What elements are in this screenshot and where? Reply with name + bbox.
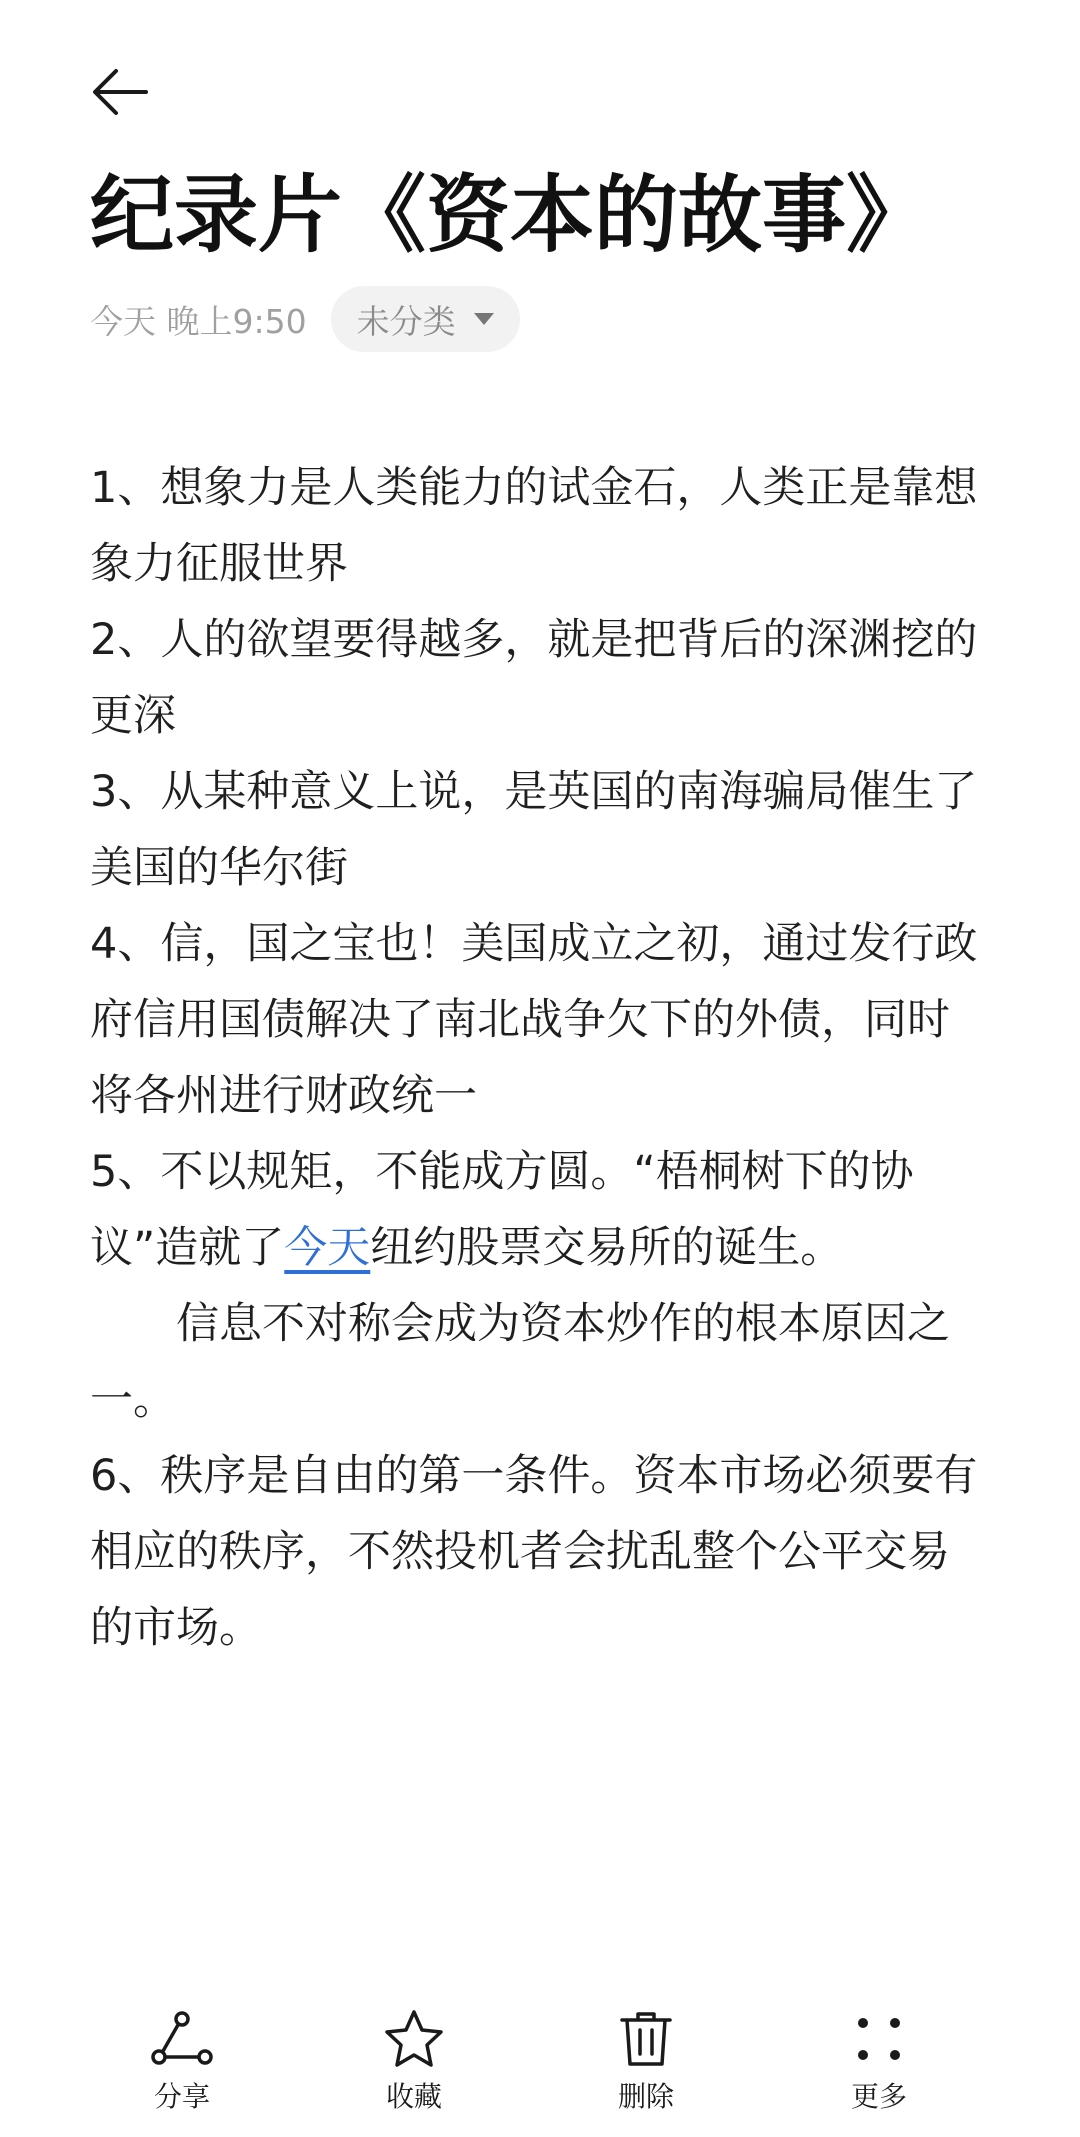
trash-icon [616, 2008, 676, 2070]
note-meta [90, 284, 520, 354]
more-label: 更多 [850, 2080, 907, 2113]
paragraph-text: 5、不以规矩，不能成方圆。“梧桐树下的协议”造就了 [90, 1147, 914, 1273]
share-button[interactable] [102, 1985, 262, 2125]
more-button[interactable] [799, 1985, 959, 2125]
favorite-label: 收藏 [385, 2080, 442, 2113]
dropdown-triangle-icon [474, 313, 494, 325]
note-paragraph: 信息不对称会成为资本炒作的根本原因之一。 [90, 1299, 950, 1425]
share-icon [150, 2009, 214, 2069]
back-arrow-icon [90, 67, 150, 117]
star-icon [382, 2008, 446, 2070]
note-paragraph [90, 1134, 990, 1286]
note-body[interactable] [90, 450, 990, 1666]
note-paragraph: 1、想象力是人类能力的试金石，人类正是靠想象力征服世界 [90, 463, 978, 589]
back-button[interactable] [84, 56, 156, 128]
note-paragraph: 3、从某种意义上说，是英国的南海骗局催生了美国的华尔街 [90, 767, 978, 893]
paragraph-text: 纽约股票交易所的诞生。 [370, 1223, 844, 1273]
note-title[interactable]: 纪录片《资本的故事》 [90, 166, 931, 264]
favorite-button[interactable] [334, 1985, 494, 2125]
note-date: 今天 晚上9:50 [90, 301, 307, 341]
note-paragraph: 4、信，国之宝也！美国成立之初，通过发行政府信用国债解决了南北战争欠下的外债，同时将各州进行财政统一 [90, 919, 978, 1121]
note-paragraph: 2、人的欲望要得越多，就是把背后的深渊挖的更深 [90, 615, 978, 741]
category-label: 未分类 [356, 301, 456, 341]
delete-button[interactable] [566, 1985, 726, 2125]
date-link[interactable]: 今天 [284, 1223, 371, 1273]
share-label: 分享 [153, 2080, 210, 2113]
bottom-toolbar [0, 1985, 1080, 2137]
note-paragraph: 6、秩序是自由的第一条件。资本市场必须要有相应的秩序，不然投机者会扰乱整个公平交易的市场。 [90, 1451, 978, 1653]
delete-label: 删除 [617, 2080, 674, 2113]
category-selector[interactable] [331, 286, 520, 352]
more-dots-icon [849, 2009, 909, 2069]
